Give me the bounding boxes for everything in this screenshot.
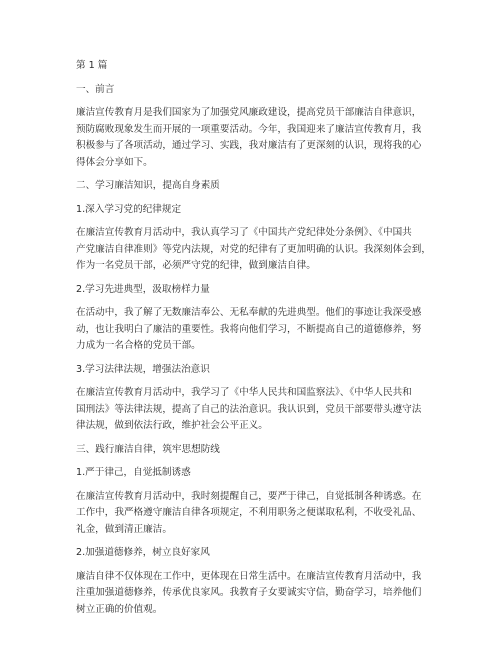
paragraph-line: 在廉洁宣传教育月活动中，我时刻提醒自己，要严于律己，自觉抵制各种诱惑。在 — [76, 490, 422, 502]
paragraph-line: 国刑法》等法律法规，提高了自己的法治意识。我认识到，党员干部要带头遵守法 — [76, 403, 422, 415]
paragraph-line: 积极参与了各项活动，通过学习、实践，我对廉洁有了更深刻的认识，现将我的心 — [76, 140, 422, 151]
paragraph-line: 树立正确的价值观。 — [76, 603, 163, 615]
section-heading: 二、学习廉洁知识，提高自身素质 — [76, 180, 220, 191]
document-title: 第 1 篇 — [76, 60, 108, 71]
section-heading: 1.深入学习党的纪律规定 — [76, 203, 182, 215]
paragraph-line: 作为一名党员干部，必须严守党的纪律，做到廉洁自律。 — [76, 260, 316, 271]
section-heading: 一、前言 — [76, 83, 115, 95]
section-heading: 三、践行廉洁自律，筑牢思想防线 — [76, 443, 220, 455]
document-body — [76, 58, 432, 618]
paragraph-line: 礼金，做到清正廉洁。 — [76, 523, 172, 535]
paragraph-line: 动，也让我明白了廉洁的重要性。我将向他们学习，不断提高自己的道德修养，努 — [76, 323, 422, 335]
paragraph-line: 在廉洁宣传教育月活动中，我学习了《中华人民共和国监察法》、《中华人民共和 — [76, 387, 412, 398]
section-heading: 2.加强道德修养，树立良好家风 — [76, 547, 210, 558]
paragraph-line: 预防腐败现象发生而开展的一项重要活动。今年，我国迎来了廉洁宣传教育月，我 — [76, 123, 422, 135]
paragraph-line: 在廉洁宣传教育月活动中，我认真学习了《中国共产党纪律处分条例》、《中国共 — [76, 227, 412, 238]
paragraph-line: 廉洁自律不仅体现在工作中，更体现在日常生活中。在廉洁宣传教育月活动中，我 — [76, 570, 422, 582]
paragraph-line: 在活动中，我了解了无数廉洁奉公、无私奉献的先进典型。他们的事迹让我深受感 — [76, 307, 422, 318]
paragraph-line: 得体会分享如下。 — [76, 156, 153, 168]
paragraph-line: 工作中，我严格遵守廉洁自律各项规定，不利用职务之便谋取私利，不收受礼品、 — [76, 507, 422, 518]
paragraph-line: 廉洁宣传教育月是我们国家为了加强党风廉政建设，提高党员干部廉洁自律意识， — [76, 107, 422, 118]
section-heading: 2.学习先进典型，汲取榜样力量 — [76, 283, 210, 295]
paragraph-line: 产党廉洁自律准则》等党内法规，对党的纪律有了更加明确的认识。我深刻体会到， — [76, 243, 431, 255]
section-heading: 1.严于律己，自觉抵制诱惑 — [76, 467, 191, 478]
paragraph-line: 注重加强道德修养，传承优良家风。我教育子女要诚实守信，勤奋学习，培养他们 — [76, 587, 422, 598]
paragraph-line: 律法规，做到依法行政，维护社会公平正义。 — [76, 420, 268, 431]
section-heading: 3.学习法律法规，增强法治意识 — [76, 363, 210, 375]
paragraph-line: 力成为一名合格的党员干部。 — [76, 340, 201, 351]
